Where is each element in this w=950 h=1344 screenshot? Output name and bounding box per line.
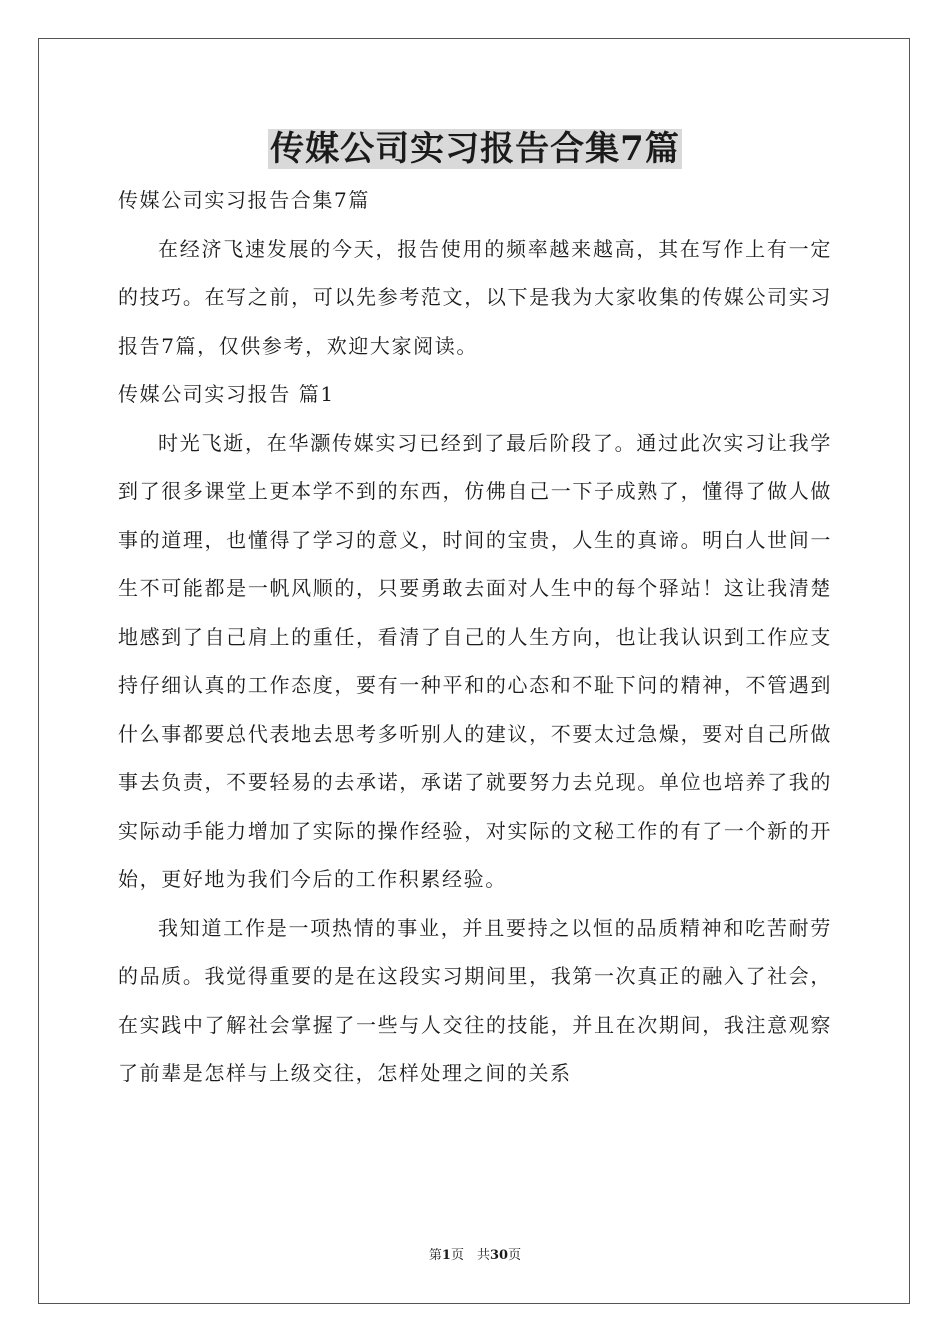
- intro-paragraph: 在经济飞速发展的今天，报告使用的频率越来越高，其在写作上有一定的技巧。在写之前，可以先参考范文，以下是我为大家收集的传媒公司实习报告7篇，仅供参考，欢迎大家阅读。: [118, 236, 832, 358]
- page-footer: [0, 1246, 950, 1266]
- footer-mid: 页 共: [450, 1248, 490, 1263]
- body-paragraph: 我知道工作是一项热情的事业，并且要持之以恒的品质精神和吃苦耐劳的品质。我觉得重要的是在这段实习期间里，我第一次真正的融入了社会，在实践中了解社会掌握了一些与人交往的技能，并且在次期间，我注意观察了前辈是怎样与上级交往，怎样处理之间的关系: [118, 915, 832, 1085]
- footer-total-pages: 30: [489, 1248, 509, 1263]
- document-body: [118, 176, 832, 1098]
- footer-prefix: 第: [428, 1248, 442, 1263]
- document-title-text: 传媒公司实习报告合集7篇: [270, 129, 680, 169]
- section-heading: 传媒公司实习报告 篇1: [118, 382, 335, 406]
- document-title: [0, 126, 950, 172]
- document-subtitle: 传媒公司实习报告合集7篇: [118, 188, 370, 212]
- footer-suffix: 页: [508, 1248, 522, 1263]
- footer-page-number: 1: [441, 1248, 451, 1263]
- body-paragraph: 时光飞逝，在华灏传媒实习已经到了最后阶段了。通过此次实习让我学到了很多课堂上更本学不到的东西，仿佛自己一下子成熟了，懂得了做人做事的道理，也懂得了学习的意义，时间的宝贵，人生的真谛。明白人世间一生不可能都是一帆风顺的，只要勇敢去面对人生中的每个驿站！这让我清楚地感到了自己肩上的重任，看清了自己的人生方向，也让我认识到工作应支持仔细认真的工作态度，要有一种平和的心态和不耻下问的精神，不管遇到什么事都要总代表地去思考多听别人的建议，不要太过急燥，要对自己所做事去负责，不要轻易的去承诺，承诺了就要努力去兑现。单位也培养了我的实际动手能力增加了实际的操作经验，对实际的文秘工作的有了一个新的开始，更好地为我们今后的工作积累经验。: [118, 430, 832, 891]
